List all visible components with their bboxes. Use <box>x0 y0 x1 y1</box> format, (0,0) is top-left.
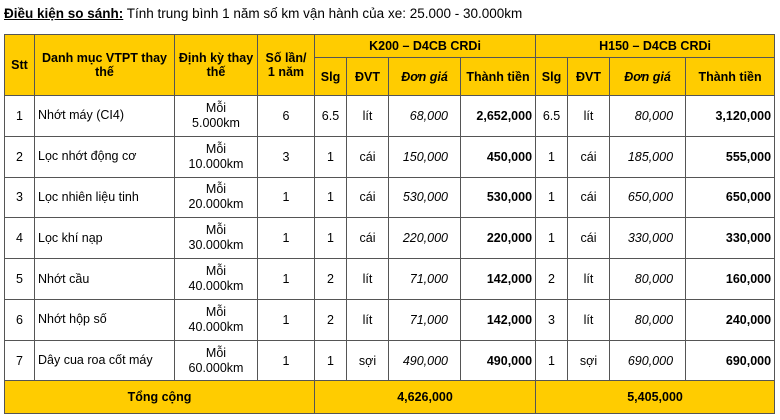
col-header-h150-price: Đơn giá <box>610 58 686 96</box>
period-prefix: Mỗi <box>205 100 227 115</box>
period-km: 20.000km <box>188 197 244 212</box>
h150-price-cell: 80,000 <box>610 96 686 137</box>
k200-price-cell: 68,000 <box>389 96 461 137</box>
stt-cell: 4 <box>5 218 35 259</box>
header-row-1 <box>5 35 775 58</box>
period-cell <box>175 218 258 259</box>
period-km: 5.000km <box>192 115 240 130</box>
h150-price-cell: 80,000 <box>610 259 686 300</box>
period-cell <box>175 299 258 340</box>
h150-qty-cell: 2 <box>536 259 568 300</box>
k200-unit-cell: lít <box>347 259 389 300</box>
h150-unit-cell: sợi <box>568 340 610 381</box>
stt-cell: 5 <box>5 259 35 300</box>
times-cell: 3 <box>258 136 315 177</box>
col-header-times: Số lần/ 1 năm <box>258 35 315 96</box>
table-row <box>5 259 775 300</box>
item-cell: Lọc nhớt động cơ <box>35 136 175 177</box>
period-km: 40.000km <box>188 319 244 334</box>
k200-amount-cell: 490,000 <box>461 340 536 381</box>
period-km: 30.000km <box>188 238 244 253</box>
k200-unit-cell: cái <box>347 218 389 259</box>
period-cell <box>175 340 258 381</box>
k200-amount-cell: 2,652,000 <box>461 96 536 137</box>
period-prefix: Mỗi <box>205 304 227 319</box>
period-cell <box>175 136 258 177</box>
h150-qty-cell: 1 <box>536 340 568 381</box>
k200-price-cell: 71,000 <box>389 299 461 340</box>
table-row <box>5 177 775 218</box>
h150-qty-cell: 3 <box>536 299 568 340</box>
h150-qty-cell: 6.5 <box>536 96 568 137</box>
model-header-h150: H150 – D4CB CRDi <box>536 35 775 58</box>
h150-amount-cell: 240,000 <box>686 299 775 340</box>
stt-cell: 1 <box>5 96 35 137</box>
col-header-k200-price: Đơn giá <box>389 58 461 96</box>
period-km: 10.000km <box>188 156 244 171</box>
item-cell: Lọc khí nạp <box>35 218 175 259</box>
times-cell: 1 <box>258 177 315 218</box>
h150-amount-cell: 3,120,000 <box>686 96 775 137</box>
k200-qty-cell: 1 <box>315 340 347 381</box>
k200-price-cell: 71,000 <box>389 259 461 300</box>
k200-amount-cell: 450,000 <box>461 136 536 177</box>
k200-amount-cell: 142,000 <box>461 299 536 340</box>
k200-qty-cell: 1 <box>315 136 347 177</box>
times-cell: 6 <box>258 96 315 137</box>
stt-cell: 3 <box>5 177 35 218</box>
k200-price-cell: 220,000 <box>389 218 461 259</box>
table-row <box>5 340 775 381</box>
item-cell: Nhớt máy (CI4) <box>35 96 175 137</box>
k200-price-cell: 530,000 <box>389 177 461 218</box>
h150-unit-cell: lít <box>568 96 610 137</box>
h150-qty-cell: 1 <box>536 136 568 177</box>
table-row <box>5 299 775 340</box>
col-header-k200-unit: ĐVT <box>347 58 389 96</box>
total-row <box>5 381 775 414</box>
k200-price-cell: 150,000 <box>389 136 461 177</box>
period-cell <box>175 96 258 137</box>
h150-unit-cell: cái <box>568 218 610 259</box>
k200-unit-cell: cái <box>347 136 389 177</box>
k200-qty-cell: 2 <box>315 299 347 340</box>
table-row <box>5 136 775 177</box>
k200-qty-cell: 1 <box>315 218 347 259</box>
table-row <box>5 96 775 137</box>
times-cell: 1 <box>258 218 315 259</box>
k200-qty-cell: 2 <box>315 259 347 300</box>
k200-qty-cell: 6.5 <box>315 96 347 137</box>
h150-qty-cell: 1 <box>536 218 568 259</box>
condition-label: Điều kiện so sánh: <box>4 6 124 21</box>
times-cell: 1 <box>258 259 315 300</box>
period-prefix: Mỗi <box>205 345 227 360</box>
k200-unit-cell: sợi <box>347 340 389 381</box>
times-cell: 1 <box>258 299 315 340</box>
k200-price-cell: 490,000 <box>389 340 461 381</box>
col-header-h150-unit: ĐVT <box>568 58 610 96</box>
stt-cell: 6 <box>5 299 35 340</box>
h150-amount-cell: 330,000 <box>686 218 775 259</box>
h150-unit-cell: lít <box>568 259 610 300</box>
times-cell: 1 <box>258 340 315 381</box>
stt-cell: 7 <box>5 340 35 381</box>
period-prefix: Mỗi <box>205 223 227 238</box>
h150-unit-cell: cái <box>568 177 610 218</box>
k200-qty-cell: 1 <box>315 177 347 218</box>
item-cell: Lọc nhiên liệu tinh <box>35 177 175 218</box>
h150-amount-cell: 690,000 <box>686 340 775 381</box>
h150-price-cell: 80,000 <box>610 299 686 340</box>
col-header-item: Danh mục VTPT thay thế <box>35 35 175 96</box>
h150-amount-cell: 555,000 <box>686 136 775 177</box>
period-prefix: Mỗi <box>205 182 227 197</box>
period-cell <box>175 259 258 300</box>
h150-price-cell: 650,000 <box>610 177 686 218</box>
h150-amount-cell: 160,000 <box>686 259 775 300</box>
h150-price-cell: 185,000 <box>610 136 686 177</box>
model-header-k200: K200 – D4CB CRDi <box>315 35 536 58</box>
item-cell: Nhớt cầu <box>35 259 175 300</box>
col-header-k200-amount: Thành tiền <box>461 58 536 96</box>
h150-amount-cell: 650,000 <box>686 177 775 218</box>
k200-amount-cell: 530,000 <box>461 177 536 218</box>
h150-price-cell: 690,000 <box>610 340 686 381</box>
total-h150: 5,405,000 <box>536 381 775 414</box>
col-header-k200-qty: Slg <box>315 58 347 96</box>
item-cell: Nhớt hộp số <box>35 299 175 340</box>
period-cell <box>175 177 258 218</box>
h150-unit-cell: cái <box>568 136 610 177</box>
h150-unit-cell: lít <box>568 299 610 340</box>
h150-qty-cell: 1 <box>536 177 568 218</box>
total-label: Tổng cộng <box>5 381 315 414</box>
k200-amount-cell: 142,000 <box>461 259 536 300</box>
period-prefix: Mỗi <box>205 141 227 156</box>
col-header-h150-qty: Slg <box>536 58 568 96</box>
item-cell: Dây cua roa cốt máy <box>35 340 175 381</box>
k200-unit-cell: lít <box>347 299 389 340</box>
comparison-condition <box>4 6 522 21</box>
table-row <box>5 218 775 259</box>
period-prefix: Mỗi <box>205 264 227 279</box>
col-header-period: Định kỳ thay thế <box>175 35 258 96</box>
maintenance-cost-table <box>4 34 775 414</box>
stt-cell: 2 <box>5 136 35 177</box>
k200-amount-cell: 220,000 <box>461 218 536 259</box>
h150-price-cell: 330,000 <box>610 218 686 259</box>
period-km: 60.000km <box>188 360 244 375</box>
col-header-stt: Stt <box>5 35 35 96</box>
k200-unit-cell: cái <box>347 177 389 218</box>
k200-unit-cell: lít <box>347 96 389 137</box>
col-header-h150-amount: Thành tiền <box>686 58 775 96</box>
total-k200: 4,626,000 <box>315 381 536 414</box>
period-km: 40.000km <box>188 279 244 294</box>
condition-text: Tính trung bình 1 năm số km vận hành của xe: 25.000 - 30.000km <box>123 6 523 21</box>
